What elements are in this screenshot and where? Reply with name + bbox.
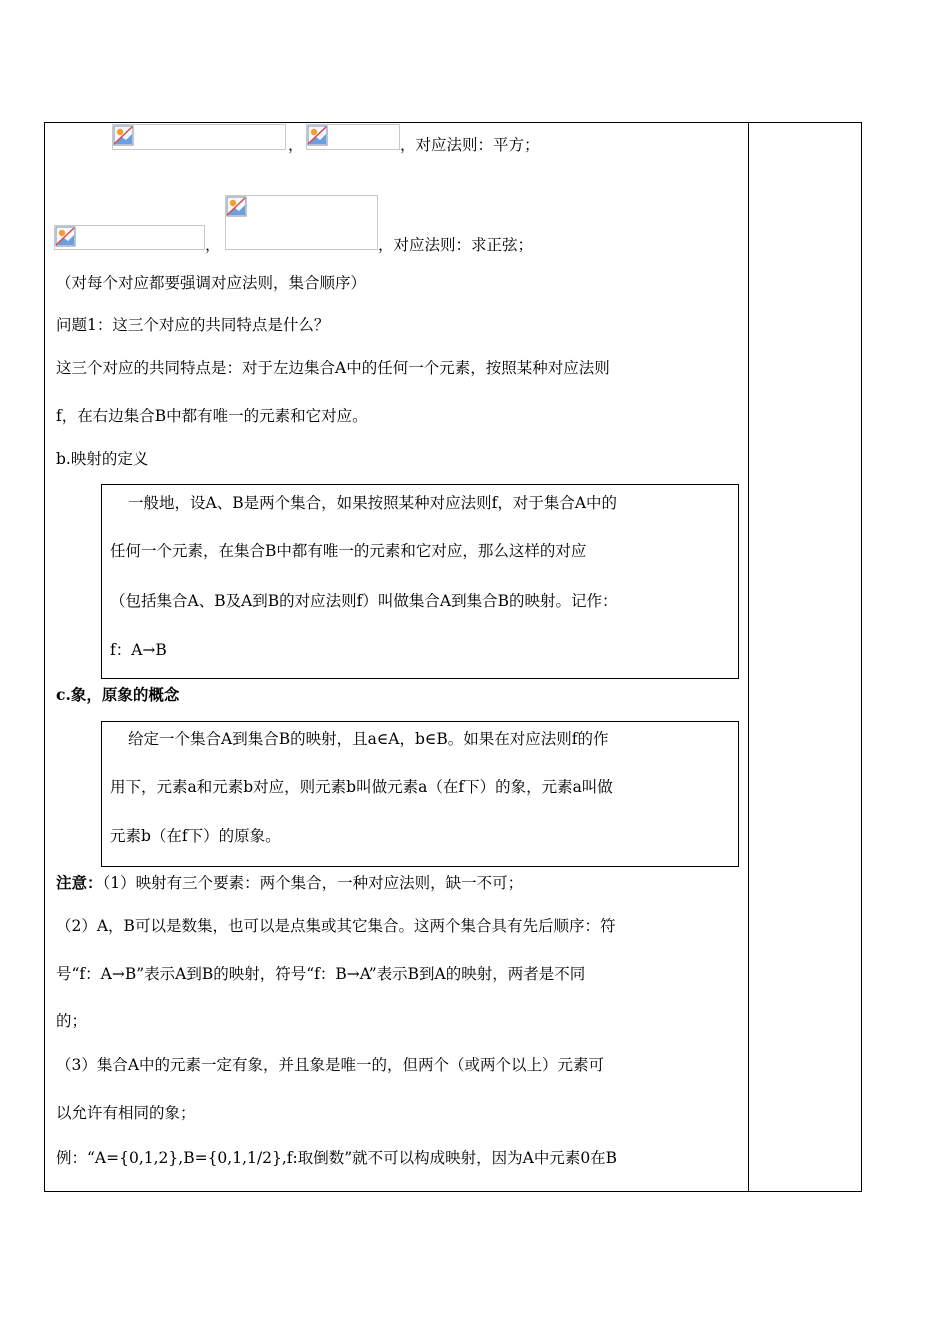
broken-image-2 bbox=[306, 124, 400, 150]
broken-image-3 bbox=[54, 225, 205, 250]
section-c-heading: c.象，原象的概念 bbox=[56, 685, 180, 704]
section-b-heading: b.映射的定义 bbox=[56, 450, 149, 468]
separator-comma: ， bbox=[288, 136, 304, 154]
image-def-line-1: 给定一个集合A到集合B的映射，且a∈A，b∈B。如果在对应法则f的作 bbox=[128, 730, 609, 748]
mapping-definition-box bbox=[101, 484, 739, 679]
definition-line-1: 一般地，设A、B是两个集合，如果按照某种对应法则f，对于集合A中的 bbox=[128, 494, 618, 512]
question-1: 问题1：这三个对应的共同特点是什么？ bbox=[56, 316, 330, 334]
broken-image-4 bbox=[225, 195, 378, 250]
note-3-line-2: 以允许有相同的象； bbox=[56, 1104, 196, 1122]
broken-image-icon bbox=[307, 125, 328, 146]
broken-image-icon bbox=[55, 226, 76, 247]
broken-image-icon bbox=[113, 125, 134, 146]
note-2-line-1: （2）A，B可以是数集，也可以是点集或其它集合。这两个集合具有先后顺序：符 bbox=[56, 917, 616, 935]
example-line: 例：“A={0,1,2},B={0,1,1/2},f:取倒数”就不可以构成映射，因为A中元素0在B bbox=[56, 1149, 618, 1167]
note-1 bbox=[56, 873, 523, 893]
table-column-divider bbox=[748, 122, 749, 1192]
note-2-line-3: 的； bbox=[56, 1012, 88, 1030]
note-1-text: （1）映射有三个要素：两个集合，一种对应法则，缺一不可； bbox=[102, 874, 524, 892]
note-3-line-1: （3）集合A中的元素一定有象，并且象是唯一的，但两个（或两个以上）元素可 bbox=[56, 1056, 605, 1074]
note-label: 注意： bbox=[56, 873, 103, 892]
rule-sine-text: ，对应法则：求正弦； bbox=[378, 236, 534, 254]
emphasis-note: （对每个对应都要强调对应法则，集合顺序） bbox=[56, 274, 367, 292]
definition-line-4: f：A→B bbox=[110, 641, 167, 659]
note-2-line-2: 号“f：A→B”表示A到B的映射，符号“f：B→A”表示B到A的映射，两者是不同 bbox=[56, 965, 586, 983]
rule-square-text: ，对应法则：平方； bbox=[400, 136, 540, 154]
image-def-line-2: 用下，元素a和元素b对应，则元素b叫做元素a（在f下）的象，元素a叫做 bbox=[110, 778, 613, 796]
broken-image-1 bbox=[112, 124, 286, 150]
definition-line-3: （包括集合A、B及A到B的对应法则f）叫做集合A到集合B的映射。记作： bbox=[110, 592, 618, 610]
answer-line-2: f，在右边集合B中都有唯一的元素和它对应。 bbox=[56, 407, 368, 425]
separator-comma: ， bbox=[205, 236, 221, 254]
answer-line-1: 这三个对应的共同特点是：对于左边集合A中的任何一个元素，按照某种对应法则 bbox=[56, 359, 610, 377]
image-def-line-3: 元素b（在f下）的原象。 bbox=[110, 827, 281, 845]
broken-image-icon bbox=[226, 196, 247, 217]
definition-line-2: 任何一个元素，在集合B中都有唯一的元素和它对应，那么这样的对应 bbox=[110, 542, 587, 560]
